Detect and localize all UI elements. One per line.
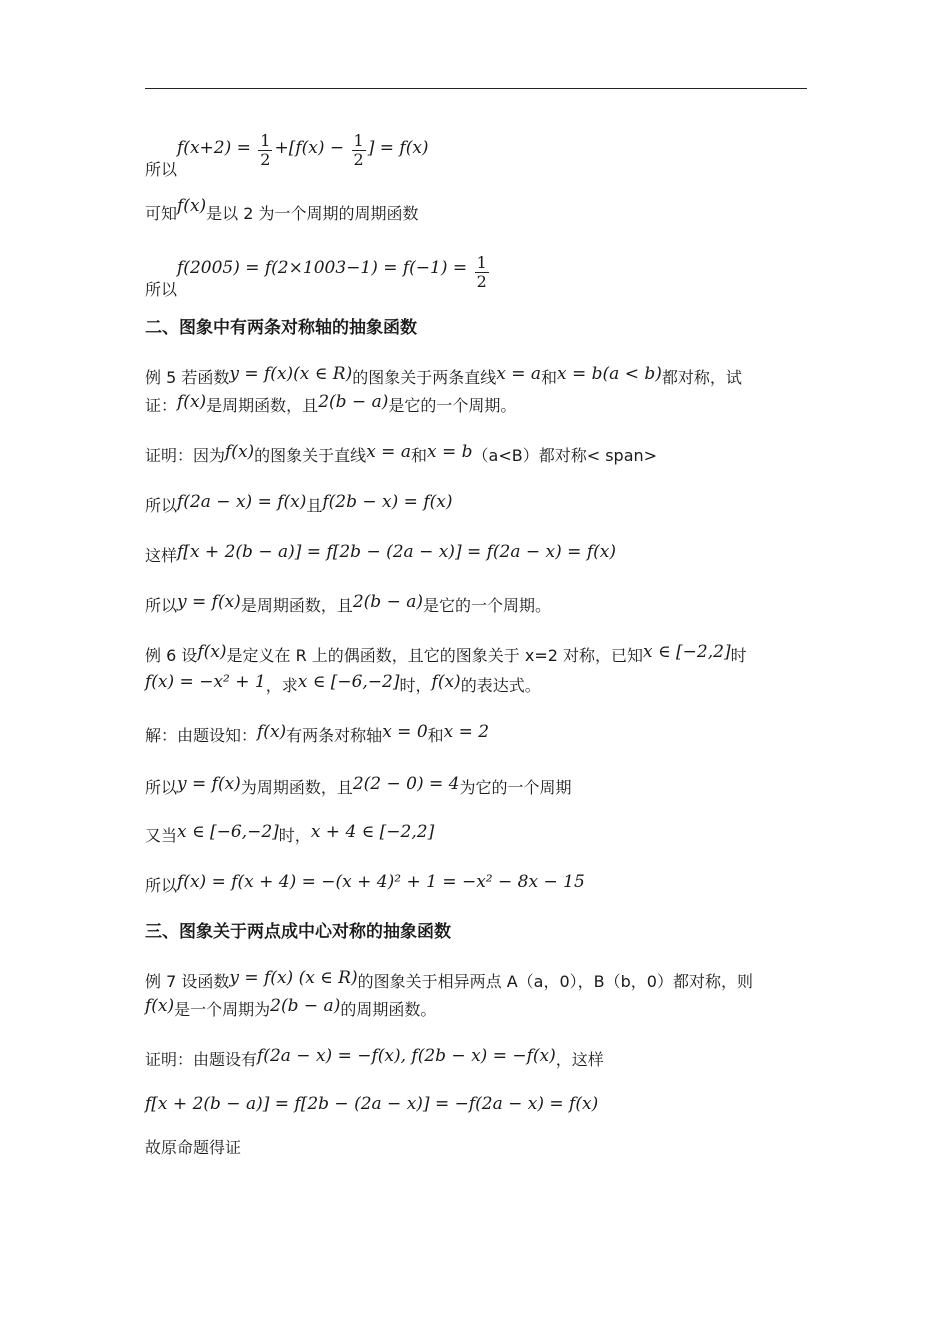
proof-7 bbox=[145, 1046, 604, 1070]
text: 和 bbox=[427, 726, 444, 745]
text: 和 bbox=[410, 446, 427, 465]
proof-5-line2 bbox=[145, 492, 453, 516]
frac-num: 1 bbox=[260, 131, 271, 150]
line-period-fact bbox=[145, 196, 419, 224]
fraction bbox=[258, 132, 272, 169]
formula: f[x + 2(b − a)] = f[2b − (2a − x)] = −f(2a − x) = f(x) bbox=[145, 1094, 599, 1114]
text: 是它的一个周期。 bbox=[388, 396, 517, 415]
formula: f(x) = f(x + 4) = −(x + 4)² + 1 = −x² − 8x − 15 bbox=[177, 872, 585, 892]
fraction bbox=[352, 132, 366, 169]
formula: f(x+2) = bbox=[177, 138, 257, 158]
example-5-cont bbox=[145, 392, 517, 416]
formula: 2(b − a) bbox=[318, 392, 389, 412]
formula: y = f(x)(x ∈ R) bbox=[229, 364, 353, 384]
formula: 2(b − a) bbox=[270, 996, 341, 1016]
text: 例 5 若函数 bbox=[145, 368, 230, 387]
text: 这样 bbox=[145, 546, 178, 565]
formula: f(2b − x) = f(x) bbox=[322, 492, 453, 512]
formula: x ∈ [−6,−2] bbox=[297, 672, 400, 692]
formula: x = b bbox=[426, 442, 473, 462]
formula: x ∈ [−6,−2] bbox=[177, 822, 279, 842]
text: 证： bbox=[145, 396, 178, 415]
text: （a<B）都对称< span> bbox=[472, 446, 658, 465]
frac-den: 2 bbox=[476, 272, 487, 291]
text: 所以 bbox=[145, 160, 178, 179]
text: 的图象关于两条直线 bbox=[352, 368, 497, 387]
text: 为它的一个周期 bbox=[459, 778, 572, 797]
frac-den: 2 bbox=[260, 150, 271, 169]
formula: f(x) bbox=[431, 672, 461, 692]
formula: x = 0 bbox=[382, 722, 428, 742]
text: 所以 bbox=[145, 496, 178, 515]
formula: f(2a − x) = f(x) bbox=[177, 492, 307, 512]
formula: x = a bbox=[496, 364, 541, 384]
line-period-2 bbox=[145, 131, 429, 179]
fraction bbox=[475, 254, 489, 291]
proof-7-line2 bbox=[145, 1094, 598, 1114]
text: 的表达式。 bbox=[460, 676, 541, 695]
text: 例 6 设 bbox=[145, 646, 198, 665]
example-7 bbox=[145, 968, 753, 992]
text: 是周期函数，且 bbox=[240, 596, 353, 615]
text: 证明：因为 bbox=[145, 446, 226, 465]
solution-6-line2 bbox=[145, 774, 572, 798]
text: 是以 2 为一个周期的周期函数 bbox=[206, 204, 419, 223]
line-f2005 bbox=[145, 253, 491, 299]
text: 所以 bbox=[145, 778, 178, 797]
text: 又当 bbox=[145, 826, 178, 845]
solution-6-line3 bbox=[145, 822, 435, 846]
formula: y = f(x) bbox=[177, 774, 241, 794]
formula: y = f(x) bbox=[177, 592, 241, 612]
solution-6-line4 bbox=[145, 872, 585, 896]
text: ，求 bbox=[265, 676, 298, 695]
example-7-cont bbox=[145, 996, 437, 1020]
text: 证明：由题设有 bbox=[145, 1050, 258, 1069]
frac-num: 1 bbox=[353, 131, 364, 150]
text: 和 bbox=[541, 368, 558, 387]
formula: x = b(a < b) bbox=[557, 364, 662, 384]
text: 有两条对称轴 bbox=[286, 726, 383, 745]
text: 是定义在 R 上的偶函数，且它的图象关于 x=2 对称，已知 bbox=[226, 646, 644, 665]
text: 所以 bbox=[145, 280, 178, 299]
text: 解：由题设知： bbox=[145, 726, 258, 745]
text: 的周期函数。 bbox=[340, 1000, 437, 1019]
frac-num: 1 bbox=[476, 253, 487, 272]
text: 为周期函数，且 bbox=[240, 778, 353, 797]
formula: f(x) bbox=[257, 722, 287, 742]
formula: f(x) bbox=[177, 196, 207, 216]
frac-den: 2 bbox=[353, 150, 364, 169]
formula: x + 4 ∈ [−2,2] bbox=[310, 822, 435, 842]
proof-5-line3 bbox=[145, 542, 616, 566]
formula: f(x) bbox=[225, 442, 255, 462]
formula: f[x + 2(b − a)] = f[2b − (2a − x)] = f(2a − x) = f(x) bbox=[177, 542, 616, 562]
proof-7-conclusion bbox=[145, 1138, 241, 1158]
formula: ] = f(x) bbox=[367, 138, 429, 158]
text: 的图象关于相异两点 A（a，0），B（b，0）都对称，则 bbox=[357, 972, 753, 991]
section-heading: 三、图象关于两点成中心对称的抽象函数 bbox=[145, 922, 451, 942]
formula: +[f(x) − bbox=[274, 138, 350, 158]
formula: f(x) = −x² + 1 bbox=[145, 672, 266, 692]
proof-5-line4 bbox=[145, 592, 552, 616]
example-5 bbox=[145, 364, 742, 388]
text: 例 7 设函数 bbox=[145, 972, 230, 991]
formula: f(2005) = f(2×1003−1) = f(−1) = bbox=[177, 258, 473, 278]
example-6-cont bbox=[145, 672, 541, 696]
formula: f(x) bbox=[197, 642, 227, 662]
text: 故原命题得证 bbox=[145, 1138, 242, 1157]
formula: x ∈ [−2,2] bbox=[643, 642, 731, 662]
formula: x = a bbox=[366, 442, 411, 462]
text: 所以 bbox=[145, 876, 178, 895]
text: 都对称，试 bbox=[661, 368, 742, 387]
text: 且 bbox=[306, 496, 323, 515]
text: 时 bbox=[730, 646, 747, 665]
section-heading: 二、图象中有两条对称轴的抽象函数 bbox=[145, 318, 417, 338]
text: 时， bbox=[399, 676, 432, 695]
formula: f(x) bbox=[177, 392, 207, 412]
proof-5 bbox=[145, 442, 658, 466]
text: 是周期函数，且 bbox=[206, 396, 319, 415]
text: 时， bbox=[278, 826, 311, 845]
text: 所以 bbox=[145, 596, 178, 615]
text: 可知 bbox=[145, 204, 178, 223]
text: 是一个周期为 bbox=[174, 1000, 271, 1019]
formula: y = f(x) (x ∈ R) bbox=[229, 968, 358, 988]
text: ，这样 bbox=[555, 1050, 604, 1069]
solution-6 bbox=[145, 722, 490, 746]
text: 的图象关于直线 bbox=[254, 446, 367, 465]
formula: x = 2 bbox=[443, 722, 490, 742]
formula: f(x) bbox=[145, 996, 175, 1016]
text: 是它的一个周期。 bbox=[423, 596, 552, 615]
formula: f(2a − x) = −f(x), f(2b − x) = −f(x) bbox=[257, 1046, 556, 1066]
header-rule bbox=[145, 88, 807, 89]
formula: 2(b − a) bbox=[352, 592, 423, 612]
formula: 2(2 − 0) = 4 bbox=[352, 774, 460, 794]
example-6 bbox=[145, 642, 747, 666]
